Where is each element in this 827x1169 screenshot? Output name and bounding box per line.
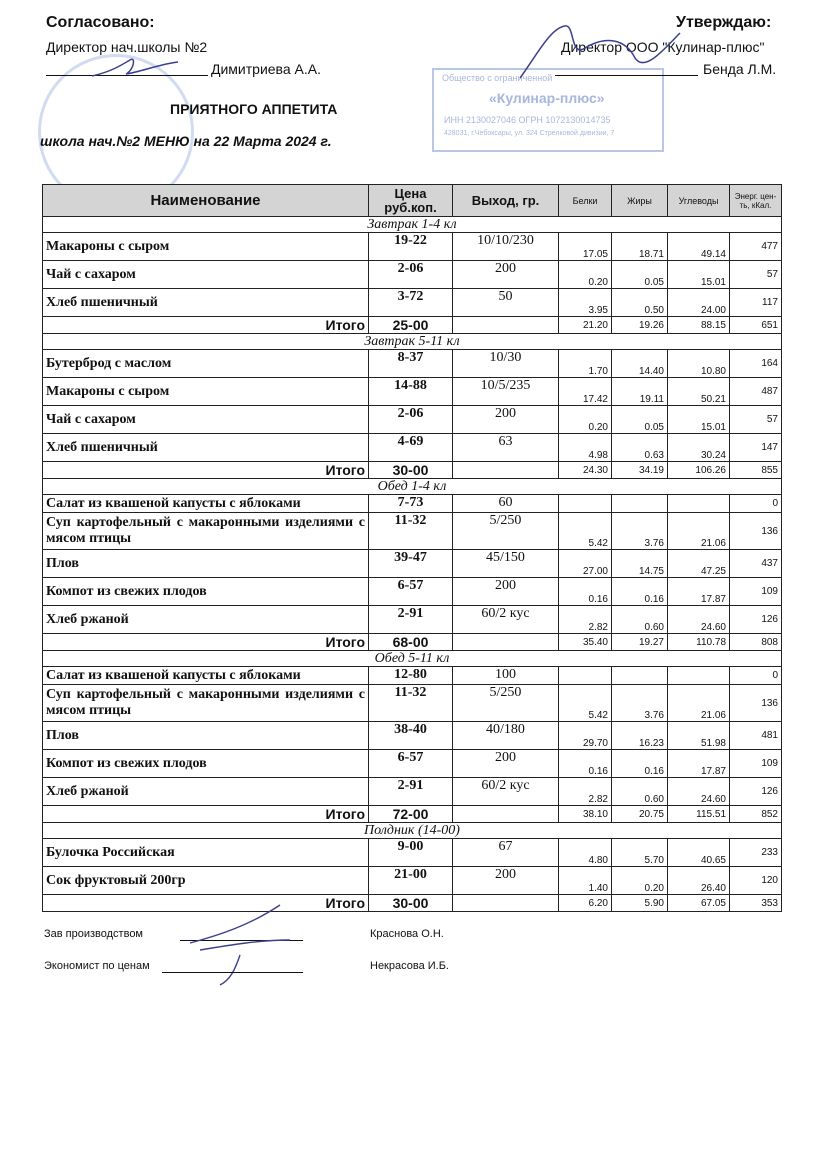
dish-kcal: 109 <box>730 750 782 778</box>
dish-kcal: 0 <box>730 495 782 513</box>
total-proteins: 6.20 <box>559 895 612 912</box>
dish-price: 4-69 <box>369 434 453 462</box>
total-carbs: 110.78 <box>668 634 730 651</box>
dish-proteins: 0.16 <box>559 578 612 606</box>
dish-proteins: 17.42 <box>559 378 612 406</box>
dish-proteins <box>559 667 612 685</box>
dish-output: 200 <box>453 750 559 778</box>
dish-output: 5/250 <box>453 685 559 722</box>
stamp-line-4: 428031, г.Чебоксары, ул. 324 Стрелковой дивизии, 7 <box>444 130 615 137</box>
dish-output: 60 <box>453 495 559 513</box>
dish-price: 2-91 <box>369 606 453 634</box>
col-carbs: Углеводы <box>668 185 730 217</box>
dish-kcal: 233 <box>730 839 782 867</box>
dish-fats: 0.16 <box>612 750 668 778</box>
dish-fats: 0.50 <box>612 289 668 317</box>
dish-name: Хлеб пшеничный <box>43 434 369 462</box>
confirm-name: Бенда Л.М. <box>703 61 777 77</box>
dish-carbs: 40.65 <box>668 839 730 867</box>
dish-price: 11-32 <box>369 685 453 722</box>
total-carbs: 106.26 <box>668 462 730 479</box>
dish-price: 8-37 <box>369 350 453 378</box>
menu-body <box>43 217 782 912</box>
total-kcal: 855 <box>730 462 782 479</box>
table-row <box>43 606 782 634</box>
total-row <box>43 634 782 651</box>
col-energy: Энерг. цен-ть, кКал. <box>730 185 782 217</box>
table-header-row <box>43 185 782 217</box>
dish-price: 2-06 <box>369 406 453 434</box>
footer-role-1: Зав производством <box>44 928 143 940</box>
dish-output: 40/180 <box>453 722 559 750</box>
dish-name: Чай с сахаром <box>43 406 369 434</box>
stamp-line-2: «Кулинар-плюс» <box>489 90 605 106</box>
stamp-line-1: Общество с ограниченной <box>442 73 553 83</box>
dish-fats: 14.75 <box>612 550 668 578</box>
section-title: Полдник (14-00) <box>43 823 782 839</box>
approved-title: Согласовано: <box>46 14 155 31</box>
wish-title: ПРИЯТНОГО АППЕТИТА <box>170 101 338 117</box>
dish-fats: 0.20 <box>612 867 668 895</box>
dish-name: Салат из квашеной капусты с яблоками <box>43 495 369 513</box>
table-row <box>43 722 782 750</box>
dish-proteins: 0.20 <box>559 261 612 289</box>
dish-fats: 3.76 <box>612 685 668 722</box>
total-proteins: 21.20 <box>559 317 612 334</box>
table-row <box>43 778 782 806</box>
dish-proteins: 0.20 <box>559 406 612 434</box>
dish-fats: 0.60 <box>612 778 668 806</box>
dish-kcal: 147 <box>730 434 782 462</box>
dish-price: 2-91 <box>369 778 453 806</box>
section-row <box>43 217 782 233</box>
dish-proteins: 17.05 <box>559 233 612 261</box>
section-title: Обед 5-11 кл <box>43 651 782 667</box>
dish-carbs <box>668 495 730 513</box>
dish-fats: 0.63 <box>612 434 668 462</box>
dish-output: 45/150 <box>453 550 559 578</box>
total-fats: 19.27 <box>612 634 668 651</box>
dish-price: 12-80 <box>369 667 453 685</box>
confirm-signature <box>515 18 685 88</box>
dish-name: Бутерброд с маслом <box>43 350 369 378</box>
dish-proteins: 4.80 <box>559 839 612 867</box>
table-row <box>43 867 782 895</box>
section-row <box>43 334 782 350</box>
dish-proteins: 2.82 <box>559 778 612 806</box>
total-carbs: 67.05 <box>668 895 730 912</box>
total-price: 30-00 <box>369 895 453 912</box>
total-label: Итого <box>43 462 369 479</box>
footer-role-2: Экономист по ценам <box>44 960 150 972</box>
dish-fats: 18.71 <box>612 233 668 261</box>
table-row <box>43 350 782 378</box>
dish-price: 6-57 <box>369 578 453 606</box>
total-row <box>43 317 782 334</box>
dish-fats: 0.05 <box>612 261 668 289</box>
total-label: Итого <box>43 317 369 334</box>
total-kcal: 808 <box>730 634 782 651</box>
dish-carbs: 47.25 <box>668 550 730 578</box>
table-row <box>43 261 782 289</box>
table-row <box>43 378 782 406</box>
dish-name: Булочка Российская <box>43 839 369 867</box>
total-kcal: 852 <box>730 806 782 823</box>
dish-carbs: 26.40 <box>668 867 730 895</box>
total-row <box>43 806 782 823</box>
section-row <box>43 479 782 495</box>
dish-carbs: 24.60 <box>668 606 730 634</box>
dish-kcal: 57 <box>730 261 782 289</box>
dish-name: Хлеб пшеничный <box>43 289 369 317</box>
total-output-empty <box>453 462 559 479</box>
total-kcal: 651 <box>730 317 782 334</box>
total-price: 68-00 <box>369 634 453 651</box>
dish-kcal: 120 <box>730 867 782 895</box>
col-price: Цена руб.коп. <box>369 185 453 217</box>
dish-name: Плов <box>43 550 369 578</box>
dish-carbs: 30.24 <box>668 434 730 462</box>
dish-fats: 0.05 <box>612 406 668 434</box>
dish-kcal: 126 <box>730 778 782 806</box>
dish-proteins: 1.70 <box>559 350 612 378</box>
total-label: Итого <box>43 634 369 651</box>
dish-carbs: 15.01 <box>668 261 730 289</box>
footer-signature-1 <box>180 895 300 990</box>
dish-kcal: 136 <box>730 685 782 722</box>
dish-name: Суп картофельный с макаронными изделиями с мясом птицы <box>43 513 369 550</box>
footer-name-2: Некрасова И.Б. <box>370 960 449 972</box>
dish-output: 67 <box>453 839 559 867</box>
col-output: Выход, гр. <box>453 185 559 217</box>
total-proteins: 38.10 <box>559 806 612 823</box>
dish-price: 14-88 <box>369 378 453 406</box>
dish-fats <box>612 667 668 685</box>
dish-name: Суп картофельный с макаронными изделиями с мясом птицы <box>43 685 369 722</box>
dish-name: Салат из квашеной капусты с яблоками <box>43 667 369 685</box>
total-output-empty <box>453 317 559 334</box>
total-row <box>43 895 782 912</box>
stamp-line-3: ИНН 2130027046 ОГРН 1072130014735 <box>444 115 611 125</box>
dish-kcal: 437 <box>730 550 782 578</box>
table-row <box>43 495 782 513</box>
table-row <box>43 550 782 578</box>
table-row <box>43 750 782 778</box>
dish-fats: 14.40 <box>612 350 668 378</box>
dish-carbs: 24.00 <box>668 289 730 317</box>
total-fats: 5.90 <box>612 895 668 912</box>
dish-price: 6-57 <box>369 750 453 778</box>
approved-position: Директор нач.школы №2 <box>46 39 208 55</box>
table-row <box>43 434 782 462</box>
section-title: Завтрак 5-11 кл <box>43 334 782 350</box>
menu-table <box>42 184 782 912</box>
dish-kcal: 481 <box>730 722 782 750</box>
table-row <box>43 578 782 606</box>
dish-name: Сок фруктовый 200гр <box>43 867 369 895</box>
total-label: Итого <box>43 895 369 912</box>
dish-price: 9-00 <box>369 839 453 867</box>
dish-proteins: 27.00 <box>559 550 612 578</box>
dish-kcal: 109 <box>730 578 782 606</box>
dish-proteins <box>559 495 612 513</box>
dish-kcal: 126 <box>730 606 782 634</box>
section-title: Обед 1-4 кл <box>43 479 782 495</box>
dish-kcal: 57 <box>730 406 782 434</box>
table-row <box>43 839 782 867</box>
dish-proteins: 1.40 <box>559 867 612 895</box>
dish-price: 2-06 <box>369 261 453 289</box>
dish-name: Компот из свежих плодов <box>43 578 369 606</box>
dish-kcal: 477 <box>730 233 782 261</box>
dish-name: Чай с сахаром <box>43 261 369 289</box>
table-row <box>43 667 782 685</box>
dish-price: 3-72 <box>369 289 453 317</box>
table-row <box>43 289 782 317</box>
dish-output: 60/2 кус <box>453 606 559 634</box>
dish-price: 21-00 <box>369 867 453 895</box>
col-name: Наименование <box>43 185 369 217</box>
dish-name: Макароны с сыром <box>43 233 369 261</box>
dish-kcal: 136 <box>730 513 782 550</box>
dish-kcal: 0 <box>730 667 782 685</box>
dish-proteins: 2.82 <box>559 606 612 634</box>
menu-title: школа нач.№2 МЕНЮ на 22 Марта 2024 г. <box>40 133 332 149</box>
dish-name: Хлеб ржаной <box>43 778 369 806</box>
dish-proteins: 4.98 <box>559 434 612 462</box>
dish-kcal: 117 <box>730 289 782 317</box>
dish-fats: 3.76 <box>612 513 668 550</box>
dish-carbs: 17.87 <box>668 578 730 606</box>
dish-output: 10/10/230 <box>453 233 559 261</box>
dish-fats: 0.16 <box>612 578 668 606</box>
dish-price: 39-47 <box>369 550 453 578</box>
col-fats: Жиры <box>612 185 668 217</box>
total-proteins: 24.30 <box>559 462 612 479</box>
table-row <box>43 513 782 550</box>
total-proteins: 35.40 <box>559 634 612 651</box>
total-row <box>43 462 782 479</box>
dish-fats: 16.23 <box>612 722 668 750</box>
total-kcal: 353 <box>730 895 782 912</box>
confirm-title: Утверждаю: <box>676 14 772 31</box>
total-output-empty <box>453 806 559 823</box>
table-row <box>43 685 782 722</box>
dish-price: 11-32 <box>369 513 453 550</box>
total-price: 25-00 <box>369 317 453 334</box>
total-price: 72-00 <box>369 806 453 823</box>
dish-output: 10/30 <box>453 350 559 378</box>
dish-carbs <box>668 667 730 685</box>
footer-signature-line-2 <box>162 972 303 973</box>
total-fats: 19.26 <box>612 317 668 334</box>
total-price: 30-00 <box>369 462 453 479</box>
dish-carbs: 21.06 <box>668 685 730 722</box>
dish-price: 7-73 <box>369 495 453 513</box>
total-output-empty <box>453 634 559 651</box>
dish-output: 50 <box>453 289 559 317</box>
dish-carbs: 50.21 <box>668 378 730 406</box>
table-row <box>43 233 782 261</box>
col-proteins: Белки <box>559 185 612 217</box>
dish-carbs: 10.80 <box>668 350 730 378</box>
dish-price: 19-22 <box>369 233 453 261</box>
dish-carbs: 17.87 <box>668 750 730 778</box>
dish-output: 200 <box>453 406 559 434</box>
dish-carbs: 51.98 <box>668 722 730 750</box>
total-carbs: 115.51 <box>668 806 730 823</box>
section-row <box>43 651 782 667</box>
dish-kcal: 487 <box>730 378 782 406</box>
dish-output: 60/2 кус <box>453 778 559 806</box>
dish-output: 200 <box>453 578 559 606</box>
section-title: Завтрак 1-4 кл <box>43 217 782 233</box>
dish-fats <box>612 495 668 513</box>
dish-fats: 5.70 <box>612 839 668 867</box>
dish-proteins: 29.70 <box>559 722 612 750</box>
total-carbs: 88.15 <box>668 317 730 334</box>
dish-output: 200 <box>453 867 559 895</box>
dish-output: 5/250 <box>453 513 559 550</box>
dish-name: Хлеб ржаной <box>43 606 369 634</box>
total-output-empty <box>453 895 559 912</box>
total-fats: 34.19 <box>612 462 668 479</box>
dish-price: 38-40 <box>369 722 453 750</box>
dish-fats: 0.60 <box>612 606 668 634</box>
dish-name: Плов <box>43 722 369 750</box>
dish-name: Компот из свежих плодов <box>43 750 369 778</box>
approved-signature <box>90 52 180 82</box>
dish-output: 200 <box>453 261 559 289</box>
dish-carbs: 24.60 <box>668 778 730 806</box>
dish-carbs: 21.06 <box>668 513 730 550</box>
total-label: Итого <box>43 806 369 823</box>
dish-output: 10/5/235 <box>453 378 559 406</box>
dish-kcal: 164 <box>730 350 782 378</box>
dish-proteins: 5.42 <box>559 685 612 722</box>
approved-name: Димитриева А.А. <box>211 61 321 77</box>
section-row <box>43 823 782 839</box>
dish-proteins: 0.16 <box>559 750 612 778</box>
confirm-position: Директор ООО "Кулинар-плюс" <box>561 39 765 55</box>
table-row <box>43 406 782 434</box>
dish-proteins: 5.42 <box>559 513 612 550</box>
dish-carbs: 15.01 <box>668 406 730 434</box>
dish-output: 100 <box>453 667 559 685</box>
dish-fats: 19.11 <box>612 378 668 406</box>
dish-proteins: 3.95 <box>559 289 612 317</box>
total-fats: 20.75 <box>612 806 668 823</box>
dish-output: 63 <box>453 434 559 462</box>
dish-name: Макароны с сыром <box>43 378 369 406</box>
footer-name-1: Краснова О.Н. <box>370 928 444 940</box>
dish-carbs: 49.14 <box>668 233 730 261</box>
